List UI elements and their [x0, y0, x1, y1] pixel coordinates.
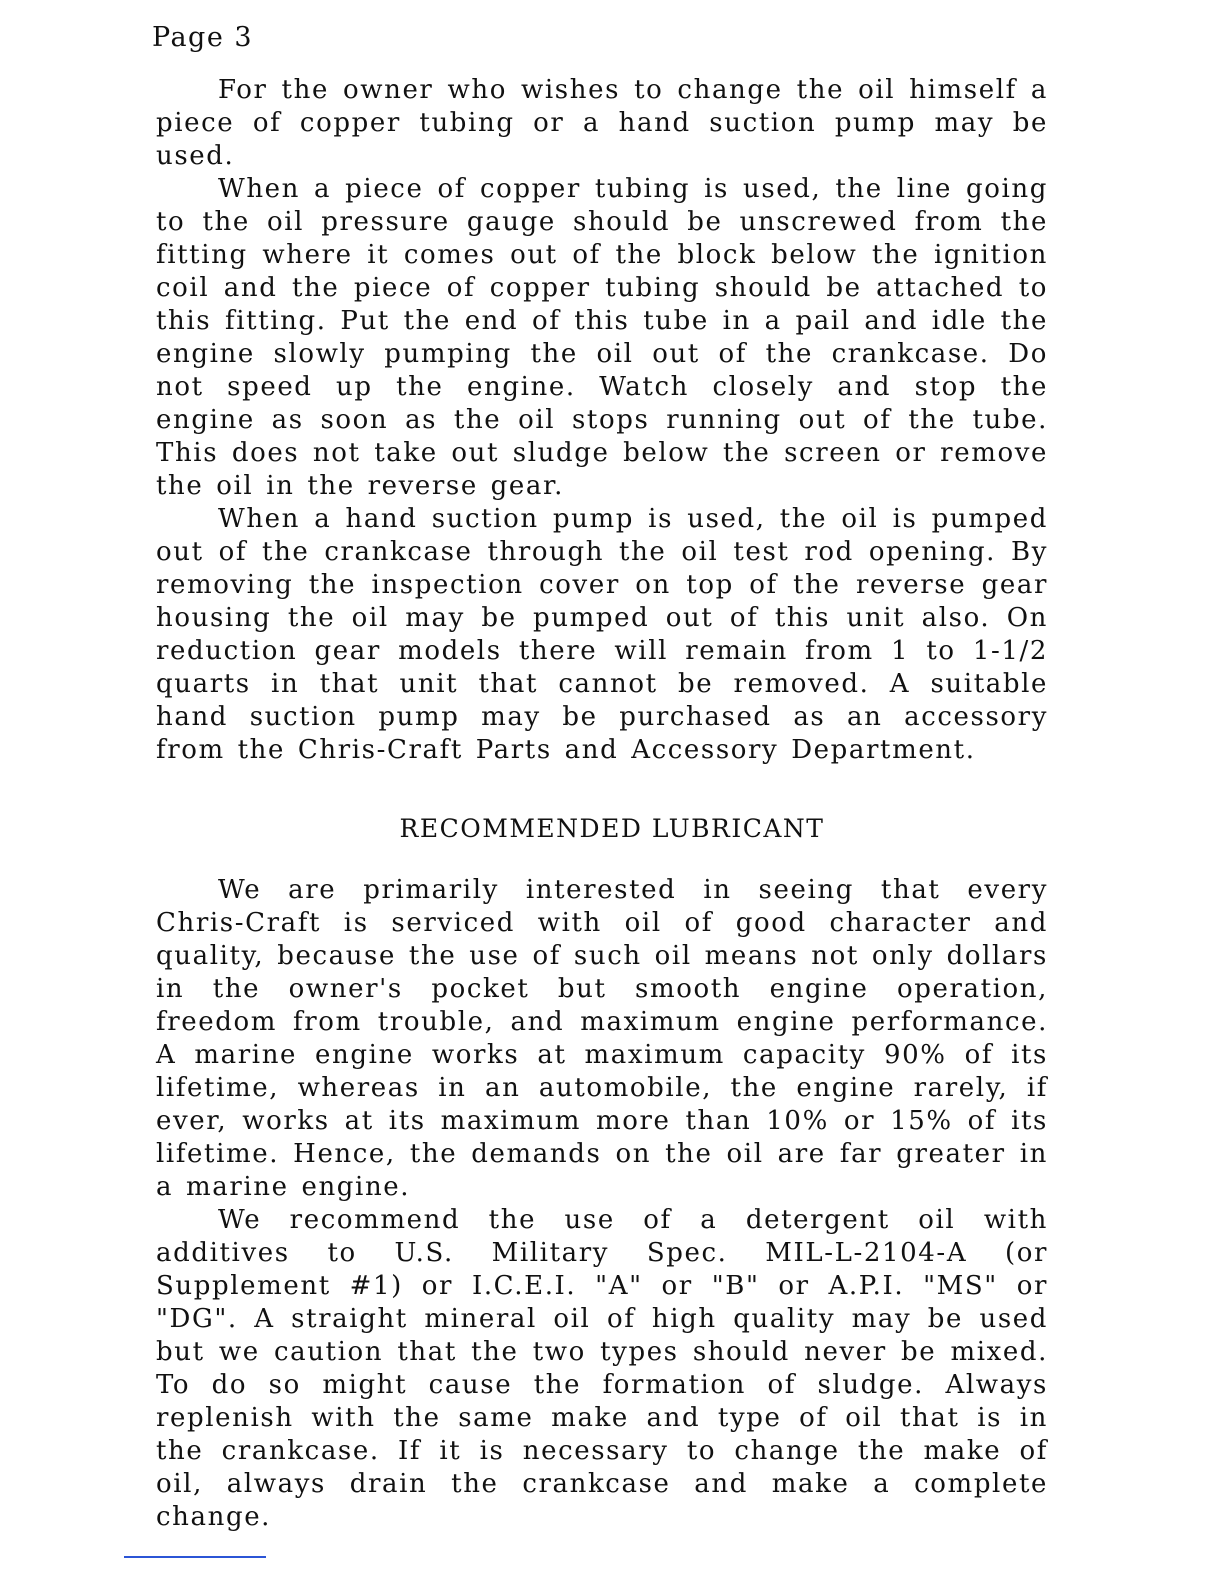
bottom-rule-divider: [124, 1556, 266, 1558]
page-number: Page 3: [152, 22, 254, 53]
paragraph-intro: For the owner who wishes to change the oil himself a piece of copper tubing or a hand suction pump may be used.: [156, 75, 1048, 171]
section-heading-recommended-lubricant: RECOMMENDED LUBRICANT: [399, 814, 825, 843]
paragraph-suction-pump: When a hand suction pump is used, the oil is pumped out of the crankcase through the oil test rod opening. By removing the inspection cover on top of the reverse gear housing the oil may be pumped out of this unit also. On reduction gear models there will remain from 1 to 1-1/2 quarts in that unit that cannot be removed. A suitable hand suction pump may be purchased as an accessory from the Chris-Craft Parts and Accessory Department.: [156, 504, 1048, 765]
paragraph-copper-tubing: When a piece of copper tubing is used, the line going to the oil pressure gauge should be unscrewed from the fitting where it comes out of the block below the ignition coil and the piece of copper tubing should be attached to this fitting. Put the end of this tube in a pail and idle the engine slowly pumping the oil out of the crankcase. Do not speed up the engine. Watch closely and stop the engine as soon as the oil stops running out of the tube. This does not take out sludge below the screen or remove the oil in the reverse gear.: [156, 174, 1048, 501]
oil-change-section: [156, 74, 1048, 767]
paragraph-detergent-oil: We recommend the use of a detergent oil with additives to U.S. Military Spec. MIL-L-2104-A (or Supplement #1) or I.C.E.I. "A" or "B" or A.P.I. "MS" or "DG". A straight mineral oil of high quality may be used but we caution that the two types should never be mixed. To do so might cause the formation of sludge. Always replenish with the same make and type of oil that is in the crankcase. If it is necessary to change the make of oil, always drain the crankcase and make a complete change.: [156, 1205, 1048, 1532]
paragraph-oil-quality: We are primarily interested in seeing that every Chris-Craft is serviced with oil of good character and quality, because the use of such oil means not only dollars in the owner's pocket but smooth engine operation, freedom from trouble, and maximum engine performance. A marine engine works at maximum capacity 90% of its lifetime, whereas in an automobile, the engine rarely, if ever, works at its maximum more than 10% or 15% of its lifetime. Hence, the demands on the oil are far greater in a marine engine.: [156, 875, 1048, 1202]
lubricant-section: [156, 874, 1048, 1534]
